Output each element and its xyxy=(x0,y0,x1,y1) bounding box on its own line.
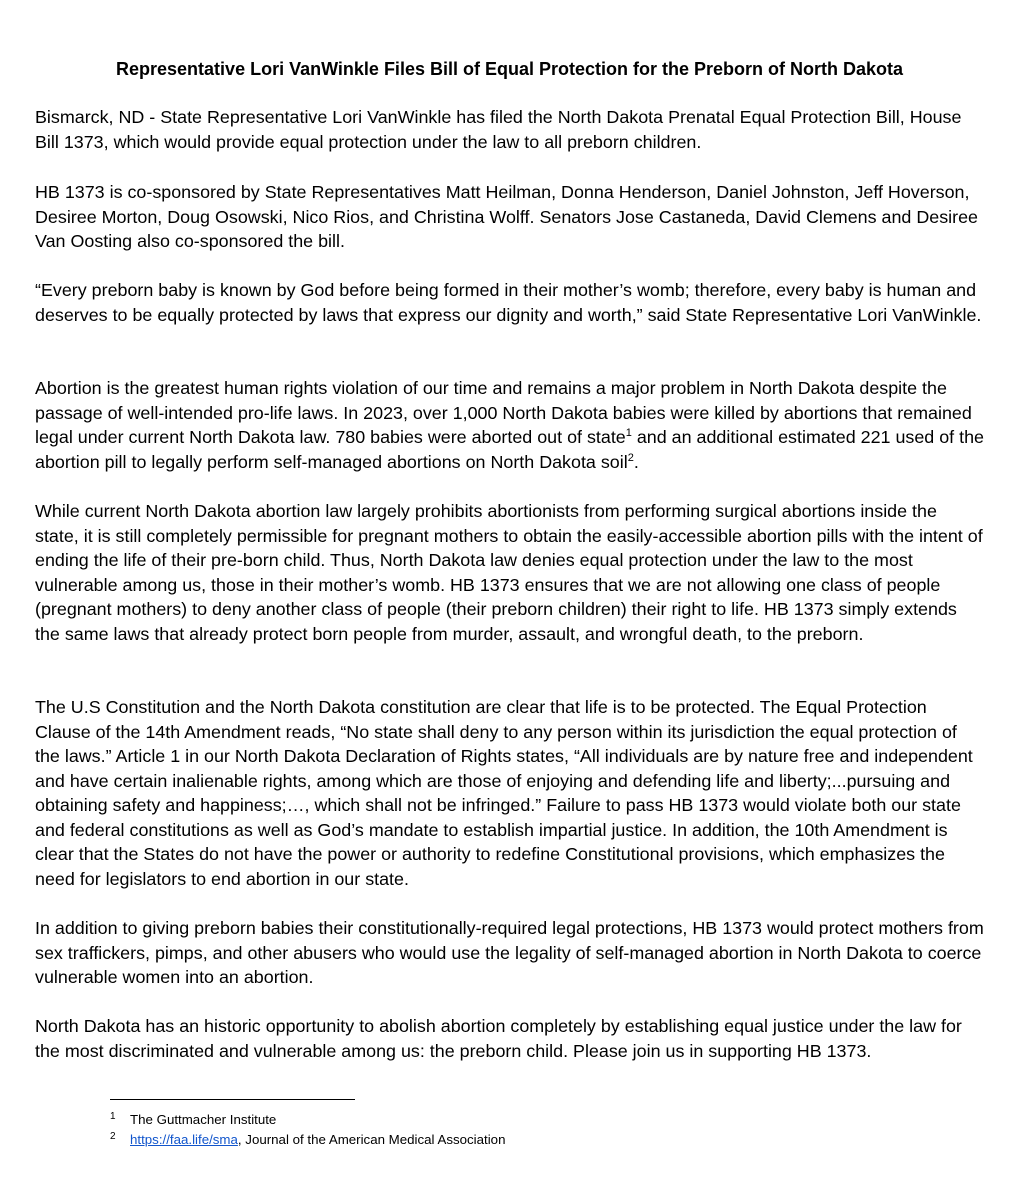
paragraph-8: North Dakota has an historic opportunity to abolish abortion completely by establishing equal justice under the law for the most discriminated and vulnerable among us: the preborn child. Please join us in supporting HB 1373. xyxy=(35,1016,962,1061)
document-title: Representative Lori VanWinkle Files Bill of Equal Protection for the Preborn of North Dakota xyxy=(116,59,903,79)
footnote-2-text: , Journal of the American Medical Association xyxy=(237,1132,506,1147)
paragraph-4-text-c: . xyxy=(633,451,639,472)
paragraph-4 xyxy=(35,376,985,474)
footnote-2-number: 2 xyxy=(110,1131,116,1142)
paragraph-3: “Every preborn baby is known by God before being formed in their mother’s womb; therefore, every baby is human and deserves to be equally protected by laws that express our dignity and worth,” said State Representative Lori VanWinkle. xyxy=(35,280,982,325)
footnote-1 xyxy=(110,1112,276,1128)
footnote-divider xyxy=(110,1099,355,1100)
footnote-ref-1: 1 xyxy=(625,427,632,440)
paragraph-5: While current North Dakota abortion law largely prohibits abortionists from performing surgical abortions inside the state, it is still completely permissible for pregnant mothers to obtain the easily-accessible abortion pills with the intent of ending the life of their pre-born child. Thus, North Dakota law denies equal protection under the law to the most vulnerable among us, those in their mother’s womb. HB 1373 ensures that we are not allowing one class of people (pregnant mothers) to deny another class of people (their preborn children) their right to life. HB 1373 simply extends the same laws that already protect born people from murder, assault, and wrongful death, to the preborn. xyxy=(35,501,983,644)
paragraph-2: HB 1373 is co-sponsored by State Representatives Matt Heilman, Donna Henderson, Daniel Johnston, Jeff Hoverson, Desiree Morton, Doug Osowski, Nico Rios, and Christina Wolff. Senators Jose Castaneda, David Clemens and Desiree Van Oosting also co-sponsored the bill. xyxy=(35,182,978,251)
footnote-2-link[interactable]: https://faa.life/sma xyxy=(130,1132,238,1147)
footnote-ref-2: 2 xyxy=(627,451,634,464)
footnote-1-text: The Guttmacher Institute xyxy=(130,1112,277,1127)
paragraph-1: Bismarck, ND - State Representative Lori VanWinkle has filed the North Dakota Prenatal Equal Protection Bill, House Bill 1373, which would provide equal protection under the law to all preborn children. xyxy=(35,107,962,152)
footnote-1-number: 1 xyxy=(110,1111,116,1122)
paragraph-4-text-a: Abortion is the greatest human rights violation of our time and remains a major problem in North Dakota despite the passage of well-intended pro-life laws. In 2023, over 1,000 North Dakota babies were killed by abortions that remained legal under current North Dakota law. 780 babies were aborted out of state xyxy=(35,378,972,447)
paragraph-7: In addition to giving preborn babies their constitutionally-required legal protections, HB 1373 would protect mothers from sex traffickers, pimps, and other abusers who would use the legality of self-managed abortion in North Dakota to coerce vulnerable women into an abortion. xyxy=(35,918,984,987)
paragraph-4-text-b: and an additional estimated 221 used of the abortion pill to legally perform self-managed abortions on North Dakota soil xyxy=(35,427,984,472)
footnote-2 xyxy=(110,1132,505,1148)
paragraph-6: The U.S Constitution and the North Dakota constitution are clear that life is to be protected. The Equal Protection Clause of the 14th Amendment reads, “No state shall deny to any person within its jurisdiction the equal protection of the laws.” Article 1 in our North Dakota Declaration of Rights states, “All individuals are by nature free and independent and have certain inalienable rights, among which are those of enjoying and defending life and liberty;...pursuing and obtaining safety and happiness;…, which shall not be infringed.” Failure to pass HB 1373 would violate both our state and federal constitutions as well as God’s mandate to establish impartial justice. In addition, the 10th Amendment is clear that the States do not have the power or authority to redefine Constitutional provisions, which emphasizes the need for legislators to end abortion in our state. xyxy=(35,697,973,889)
